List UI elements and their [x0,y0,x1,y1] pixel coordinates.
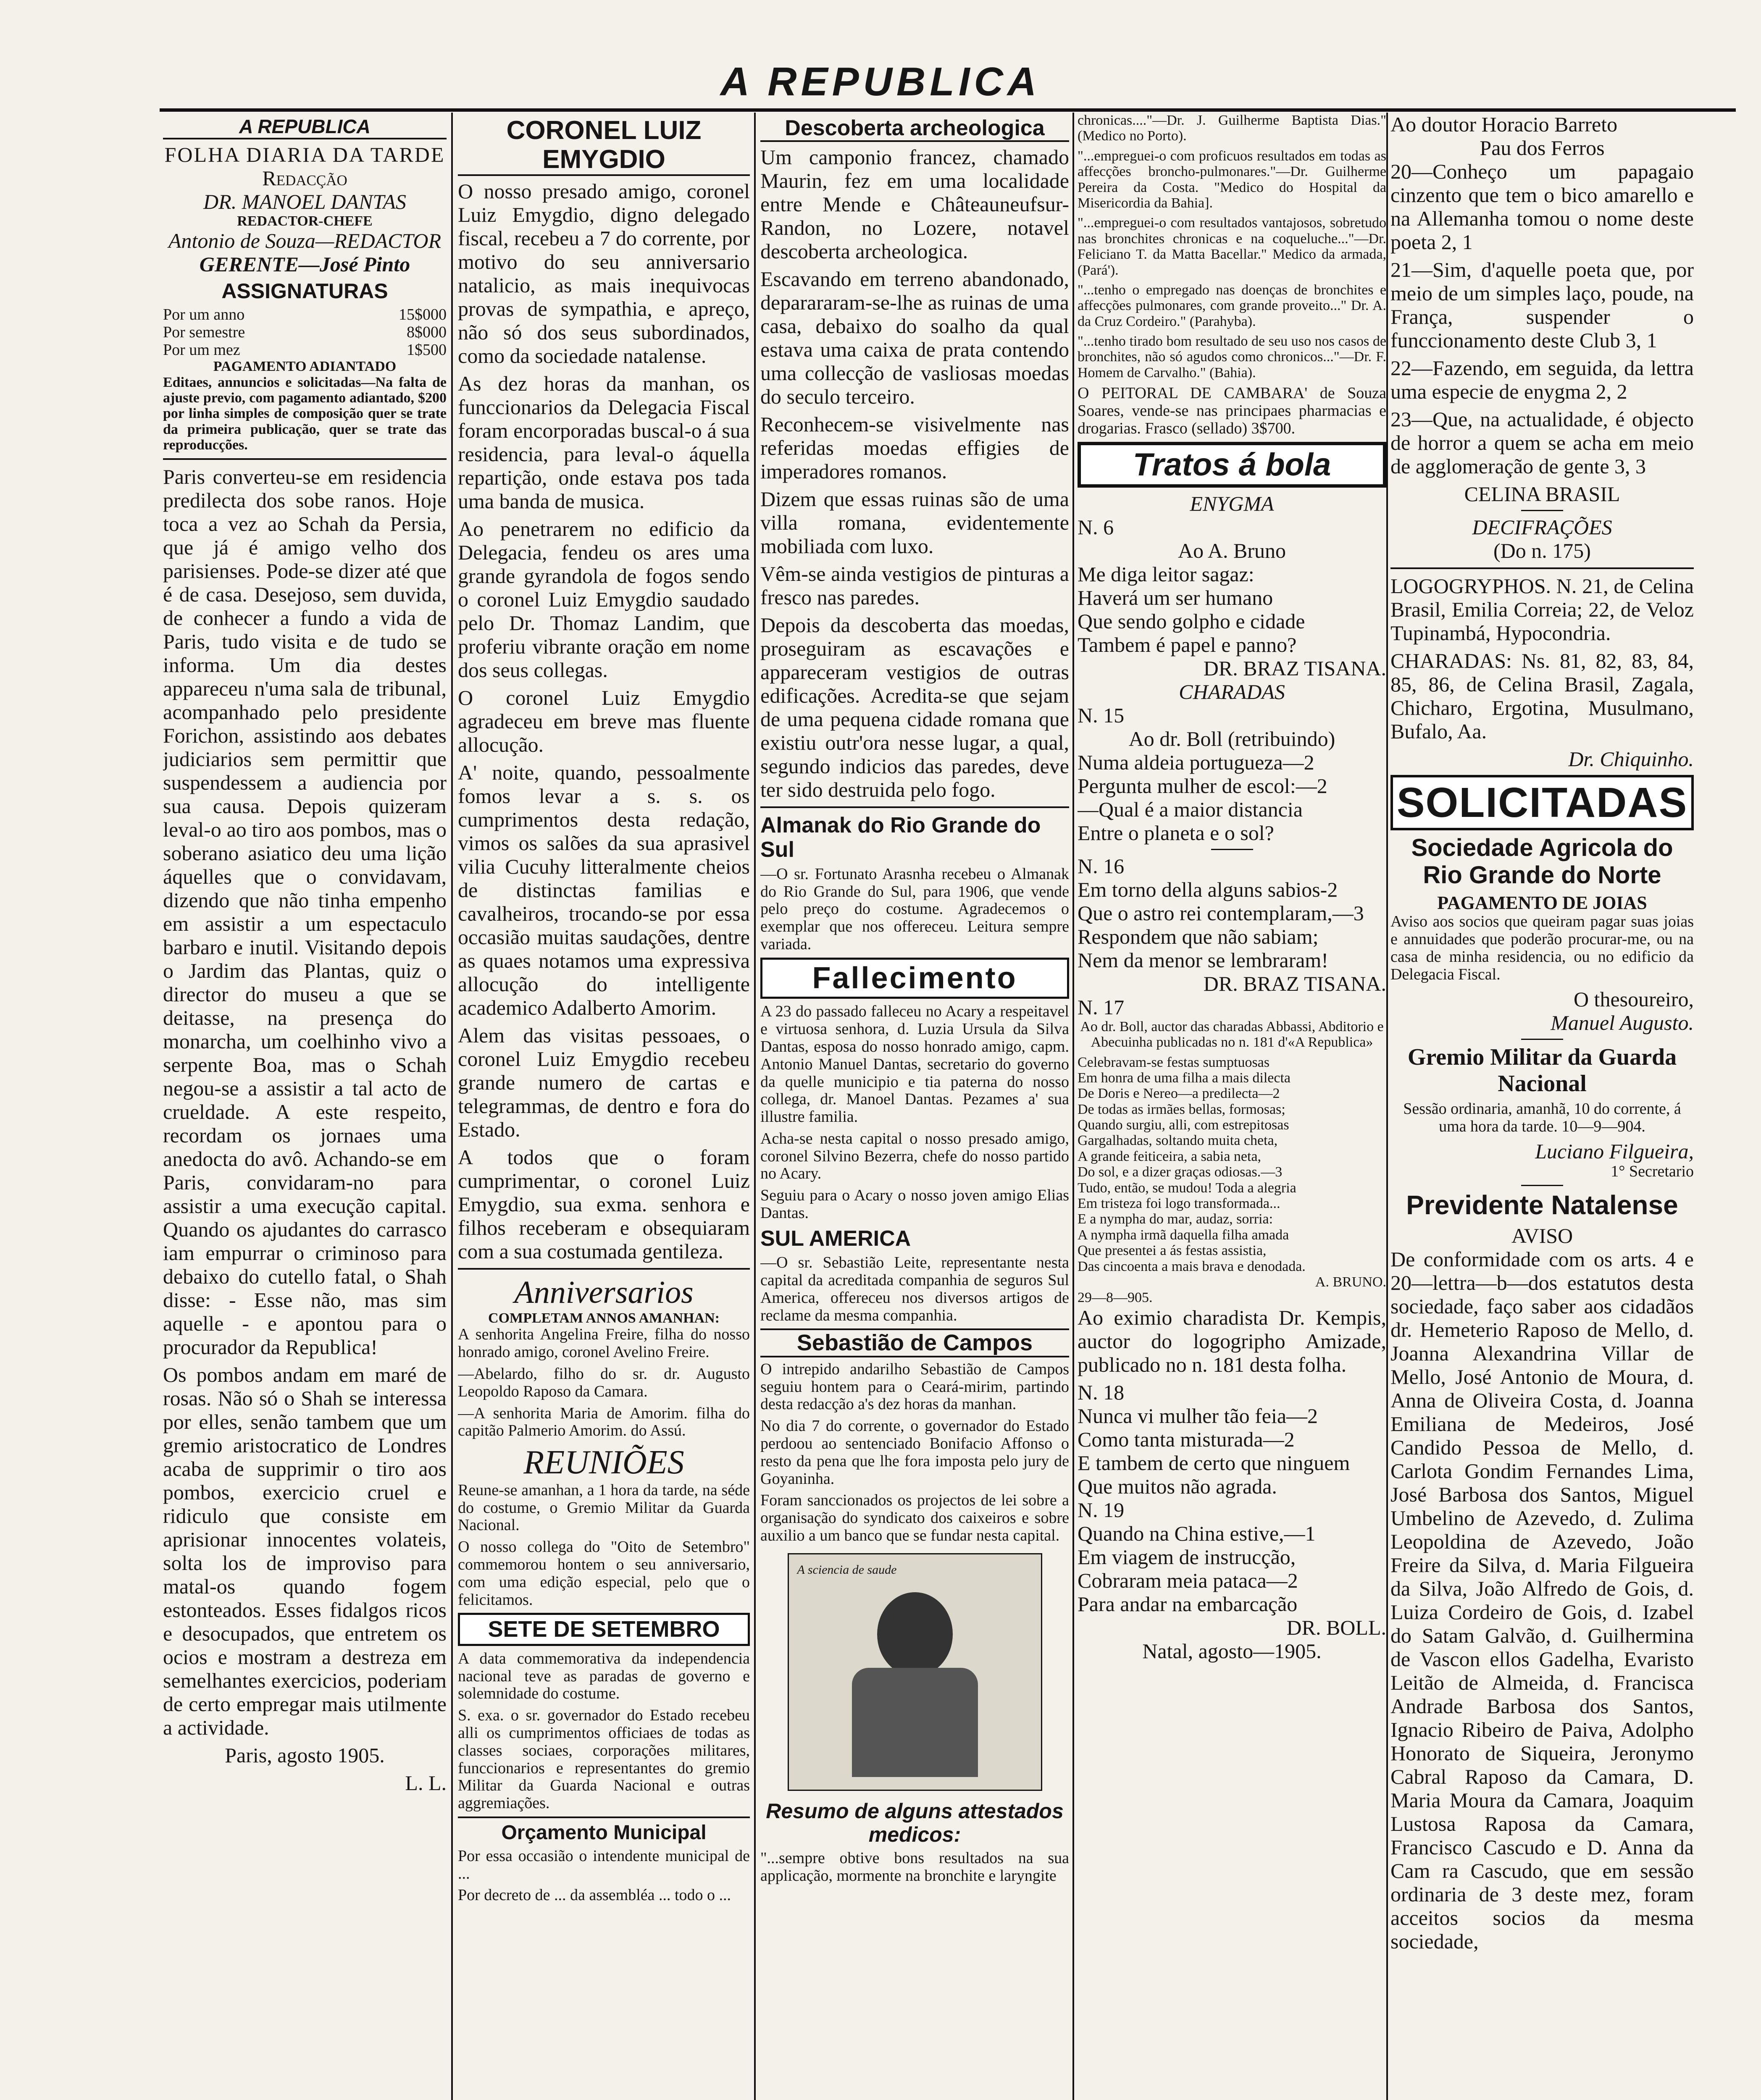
headline-descoberta: Descoberta archeologica [760,116,1069,142]
puzzle-signature: A. BRUNO. [1315,1274,1386,1290]
testimonial: "...tenho tirado bom resultado de seu uso nos casos de bronchites, não só agudos como chronicos..."—Dr. F. Homem de Carvalho." (Bahia). [1078,333,1386,381]
article-paragraph: Escavando em terreno abandonado, deparararam-se-lhe as ruinas de uma casa, debaixo do soalho da qual estava uma caixa de prata contendo uma collecção de vasliosas moedas do seculo terceiro. [760,267,1069,409]
article-paragraph: A' noite, quando, pessoalmente fomos levar a s. s. os cumprimentos desta redação, vimos os salões da sua aprasivel vilia Cucuhy litteralmente cheios de distinctas familias e cavalheiros, trocando-se por essa occasião muitas saudações, dentre as quaes notamos uma expressiva allocução do intelligente academico Adalberto Amorim. [458,760,750,1019]
puzzle-line: De todas as irmães bellas, formosas; [1078,1101,1285,1117]
puzzle-number: N. 15 [1078,703,1125,727]
price-value: 1$500 [407,341,447,359]
puzzle-number: N. 17 [1078,995,1125,1019]
headline-sociedade-agricola: Sociedade Agricola do Rio Grande do Norte [1411,834,1673,889]
puzzle-line: Em tristeza foi logo transformada... [1078,1196,1280,1212]
divider [458,1268,750,1270]
section-enygma: ENYGMA [1190,491,1274,515]
puzzle-number: N. 18 [1078,1380,1125,1404]
headline-resumo: Resumo de alguns attestados medicos: [766,1799,1064,1846]
article-paragraph: As dez horas da manhan, os funccionarios da Delegacia Fiscal foram encorporadas buscal-o á sua residencia, para leval-o áquella repartição, onde estava pos tada uma banda de musica. [458,371,750,513]
puzzle-item: 23—Que, na actualidade, é objecto de horror a quem se acha em meio de agglomeração de gente 3, 3 [1390,407,1694,478]
article-paragraph: Os pombos andam em maré de rosas. Não só o Shah se interessa por elles, senão tambem que um gremio aristocratico de Londres acaba de supprimir o tiro aos pombos, exercicio cruel e ridiculo que consiste em aprisionar innocentes volateis, solta los de improviso para matal-os quando fogem estonteados. Esses fidalgos ricos e desocupados, que entretem os ocios e mostram a destreza em semelhantes exercicios, poderiam de certo empregar mais utilmente a actividade. [163,1362,447,1739]
thesoureiro-name: Manuel Augusto. [1551,1011,1694,1035]
puzzle-line: A nympha irmã daquella filha amada [1078,1227,1289,1243]
headline-orcamento: Orçamento Municipal [458,1816,750,1844]
column-1 [163,113,447,2100]
article-paragraph: Reconhecem-se visivelmente nas referidas moedas effigies de imperadores romanos. [760,412,1069,483]
anniv-item: —A senhorita Maria de Amorim. filha do capitão Palmerio Amorim. do Assú. [458,1404,750,1440]
article-paragraph: Um camponio francez, chamado Maurin, fez em uma localidade entre Mende e Châteauneufsur-Randon, no Lozere, notavel descoberta archeologica. [760,145,1069,263]
orcamento-item: Por decreto de ... da assembléa ... todo o ... [458,1886,731,1904]
reunioes-item: Reune-se amanhan, a 1 hora da tarde, na séde do costume, o Gremio Militar da Guarda Nacional. [458,1481,750,1534]
puzzle-line: Em viagem de instrucção, [1078,1545,1296,1569]
anniv-subheading: COMPLETAM ANNOS AMANHAN: [488,1310,720,1326]
puzzle-line: Que o astro rei contemplaram,—3 [1078,901,1364,925]
anniv-item: A senhorita Angelina Freire, filha do nosso honrado amigo, coronel Avelino Freire. [458,1326,750,1361]
puzzle-line: Que presentei a ás festas assistia, [1078,1243,1267,1259]
headline-tratos-a-bola: Tratos á bola [1078,442,1386,488]
illustration-caption: A sciencia de saude [797,1562,897,1577]
article-paragraph: O nosso presado amigo, coronel Luiz Emygdio, digno delegado fiscal, recebeu a 7 do corrente, por motivo do seu anniversario natalicio, as mais inequivocas provas de sympathia, e apreço, não só dos seus subordinados, como da sociedade natalense. [458,179,750,368]
testimonial: "...empreguei-o com resultados vantajosos, sobretudo nas bronchites chronicas e na coqueluche..."—Dr. Feliciano T. da Matta Bacellar." Medico da armada, (Pará'). [1078,215,1386,278]
headline-previdente: Previdente Natalense [1406,1190,1678,1221]
headline-gremio-militar: Gremio Militar da Guarda Nacional [1407,1044,1677,1097]
orcamento-item: Por essa occasião o intendente municipal de ... [458,1847,750,1882]
testimonial: "...tenho o empregado nas doenças de bronchites e affecções pulmonares, com grande proveito..." Dr. A. da Cruz Cordeiro." (Parahyba). [1078,282,1386,329]
assignaturas-heading: ASSIGNATURAS [221,279,388,303]
puzzle-line: Numa aldeia portugueza—2 [1078,750,1314,774]
puzzle-line: Haverá um ser humano [1078,585,1273,609]
article-dateline: Paris, agosto 1905. [225,1743,385,1767]
headline-sete-setembro: SETE DE SETEMBRO [458,1613,750,1646]
headline-fallecimento: Fallecimento [760,958,1069,999]
fallecimento-item: Seguiu para o Acary o nosso joven amigo Elias Dantas. [760,1186,1069,1222]
sebastiao-item: O intrepido andarilho Sebastião de Campos seguiu hontem para o Ceará-mirim, partindo desta redacção a's dez horas da manhan. [760,1360,1069,1413]
pagamento-heading: PAGAMENTO DE JOIAS [1437,892,1647,913]
puzzle-line: Cobraram meia pataca—2 [1078,1568,1298,1592]
article-paragraph: O coronel Luiz Emygdio agradeceu em breve mas fluente allocução. [458,685,750,756]
divider [1521,510,1563,511]
illustration-figure-head [877,1592,953,1676]
illustration-figure-body [852,1668,978,1777]
puzzle-line: Pergunta mulher de escol:—2 [1078,774,1327,798]
headline-coronel: CORONEL LUIZ EMYGDIO [458,116,750,176]
article-paragraph: Dizem que essas ruinas são de uma villa romana, evidentemente mobiliada com luxo. [760,487,1069,558]
puzzle-line: Do sol, e a dizer graças odiosas.—3 [1078,1164,1283,1180]
headline-almanak: Almanak do Rio Grande do Sul [760,813,1041,862]
puzzle-number: N. 6 [1078,515,1114,539]
puzzle-signature: DR. BRAZ TISANA. [1203,971,1386,995]
column-4 [1078,113,1386,2100]
article-paragraph: Alem das visitas pessoaes, o coronel Luiz Emygdio recebeu grande numero de cartas e telegrammas, de dentro e fora do Estado. [458,1023,750,1141]
sete-item: S. exa. o sr. governador do Estado recebeu alli os cumprimentos officiaes de todas as classes sociaes, corporações militares, funccionarios e representantes do gremio Militar da Guarda Nacional e outras aggremiações. [458,1706,750,1812]
article-paragraph: A todos que o foram cumprimentar, o coronel Luiz Emygdio, sua exma. senhora e filhos receberam e obsequiaram com a sua costumada gentileza. [458,1145,750,1263]
header-box-title: A REPUBLICA [163,116,447,139]
article-paragraph: Paris converteu-se em residencia predilecta dos sobe ranos. Hoje toca a vez ao Schah da Persia, que já é amigo velho dos parisienses. Pode-se dizer até que é de casa. Desejoso, sem duvida, de conhecer a fundo a vida de Paris, tudo visita e de tudo se informa. Um dia destes appareceu n'uma sala de tribunal, acompanhado pelo presidente Forichon, assistindo aos debates judiciarios sem permittir que suspendessem a audiencia por sua causa. Depois quizeram leval-o ao tiro aos pombos, mas o soberano asiatico deu uma lição áquelles que o convidavam, dizendo que não tinha empenho em assistir a um espectaculo barbaro e inutil. Visitando depois o Jardim das Plantas, quiz o director do museu a que se deitasse, na presença do monarcha, um coelhinho vivo a serpente Boa, mas o Schah negou-se a assistir a tal acto de crueldade. A este respeito, recordam os jornaes uma anedocta do avô. Achando-se em Paris, convidaram-no para assistir a uma execução capital. Quando os ajudantes do carrasco iam empurrar o criminoso para debaixo do cutello fatal, o Shah disse: - Esse não, mas sim aquelle - e apontou para o procurador da Republica! [163,465,447,1359]
puzzle-place: Pau dos Ferros [1480,136,1605,160]
headline-sul-america: SUL AMERICA [760,1226,911,1251]
puzzle-item: 21—Sim, d'aquelle poeta que, por meio de um simples laço, poude, na França, suspender o funccionamento deste Club 3, 1 [1390,258,1694,352]
column-5 [1390,113,1694,2100]
gerente-line: GERENTE—José Pinto [199,252,410,276]
gremio-signature: Luciano Filgueira, [1535,1139,1694,1163]
gremio-text: Sessão ordinaria, amanhã, 10 do corrente, á uma hora da tarde. 10—9—904. [1403,1100,1681,1135]
column-divider [1386,113,1388,2100]
puzzle-line: Entre o planeta e o sol? [1078,821,1274,845]
divider [1521,1039,1563,1040]
price-row [163,324,447,341]
sebastiao-item: Foram sanccionados os projectos de lei sobre a organisação do syndicato dos caixeiros e sobre auxilio a um banco que se fundar nesta capital. [760,1491,1069,1544]
puzzle-line: —Qual é a maior distancia [1078,797,1303,821]
column-divider [1072,113,1074,2100]
puzzle-item: 20—Conheço um papagaio cinzento que tem o bico amarello e na Allemanha tomou o nome deste poeta 2, 1 [1390,160,1694,254]
resumo-text: "...sempre obtive bons resultados na sua applicação, mormente na bronchite e laryngite [760,1849,1069,1885]
peitoral-advert: O PEITORAL DE CAMBARA' de Souza Soares, vende-se nas principaes pharmacias e drogarias. Frasco (sellado) 3$700. [1078,384,1386,437]
charadista-notice: Ao eximio charadista Dr. Kempis, auctor do logogripho Amizade, publicado no n. 181 desta folha. [1078,1305,1386,1376]
testimonial: "...empreguei-o com proficuos resultados em todas as affecções broncho-pulmonares."—Dr. Guilherme Pereira da Costa. "Medico do Hospital da Misericordia da Bahia]. [1078,148,1386,211]
divider [760,806,1069,808]
section-charadas: CHARADAS [1179,680,1285,704]
decifracoes-subtitle: (Do n. 175) [1493,539,1591,562]
puzzle-signature: DR. BOLL. [1286,1615,1386,1639]
headline-reunioes: REUNIÕES [523,1444,684,1481]
divider [163,458,447,460]
puzzle-date: 29—8—905. [1078,1290,1153,1306]
puzzle-line: Em torno della alguns sabios-2 [1078,877,1338,901]
redactor-line: Antonio de Souza—REDACTOR [168,228,442,252]
masthead-rule [160,108,1736,112]
sete-item: A data commemorativa da independencia nacional teve as paradas de governo e solemnidade do costume. [458,1649,750,1703]
puzzle-dedication: Ao dr. Boll (retribuindo) [1128,727,1335,751]
price-row [163,341,447,359]
article-paragraph: Ao penetrarem no edificio da Delegacia, fendeu os ares uma grande gyrandola de fogos sendo o coronel Luiz Emygdio saudado pelo Dr. Thomaz Landim, que proferiu vibrante oração em nome dos seus collegas. [458,517,750,682]
puzzle-signature: DR. BRAZ TISANA. [1203,656,1386,680]
puzzle-line: Das cincoenta a mais brava e denodada. [1078,1258,1306,1274]
puzzle-line: Nem da menor se lembraram! [1078,948,1328,972]
editais-notice: Editaes, annuncios e solicitadas—Na falta de ajuste previo, com pagamento adiantado, $200 por linha simples de composição quer se trate da primeira publicação, quer se trate das reproducções. [163,374,447,453]
puzzle-line: Que muitos não agrada. [1078,1474,1277,1498]
price-row [163,306,447,324]
puzzle-number: N. 16 [1078,854,1125,878]
sul-america-text: —O sr. Sebastião Leite, representante nesta capital da acreditada companhia de seguros Sul America, offereceu nos diversos artigos de reclame da mesma companhia. [760,1254,1069,1324]
section-decifracoes: DECIFRAÇÕES [1472,515,1612,539]
puzzle-line: Nunca vi mulher tão feia—2 [1078,1404,1318,1428]
puzzle-item: 22—Fazendo, em seguida, da lettra uma especie de enygma 2, 2 [1390,356,1694,403]
column-divider [451,113,453,2100]
testimonial: chronicas...."—Dr. J. Guilherme Baptista Dias." (Medico no Porto). [1078,113,1386,144]
thesoureiro-label: O thesoureiro, [1573,987,1694,1011]
headline-sebastiao: Sebastião de Campos [760,1328,1069,1357]
paper-tagline: FOLHA DIARIA DA TARDE [164,142,445,166]
reunioes-item: O nosso collega do "Oito de Setembro" commemorou hontem o seu anniversario, com uma edição especial, pelo que o felicitamos. [458,1538,750,1609]
puzzle-signature: CELINA BRASIL [1464,482,1620,506]
anniv-item: —Abelardo, filho do sr. dr. Augusto Leopoldo Raposo da Camara. [458,1365,750,1400]
puzzle-line: Em honra de uma filha a mais dilecta [1078,1070,1291,1086]
puzzle-line: De Doris e Nereo—a predilecta—2 [1078,1086,1280,1102]
column-divider [754,113,756,2100]
redaccao-label: Redacção [262,166,347,190]
almanak-text: —O sr. Fortunato Arasnha recebeu o Almanak do Rio Grande do Sul, para 1906, que vende pelo preço do costume. Agradecemos o exemplar que nos offereceu. Leitura sempre variada. [760,865,1069,953]
article-signature: L. L. [405,1771,447,1795]
puzzle-line: Que sendo golpho e cidade [1078,609,1305,633]
headline-anniversarios: Anniversarios [514,1274,694,1310]
aviso-heading: AVISO [1511,1223,1573,1247]
fallecimento-item: A 23 do passado falleceu no Acary a respeitavel e virtuosa senhora, d. Luzia Ursula da Silva Dantas, esposa do nosso honrado amigo, capm. Antonio Manuel Dantas, secretario do governo da quelle municipio e tia paterna do nosso collega, dr. Manoel Dantas. Pezames a' sua illustre familia. [760,1003,1069,1126]
puzzle-dedication: Ao dr. Boll, auctor das charadas Abbassi, Abditorio e Abecuinha publicadas no n. 181 d'«A Republica» [1080,1018,1384,1050]
editor-name: DR. MANOEL DANTAS [203,189,406,213]
masthead: A REPUBLICA [720,59,1041,104]
column-2 [458,113,750,2100]
headline-solicitadas: SOLICITADAS [1390,775,1694,830]
aviso-text: De conformidade com os arts. 4 e 20—lettra—b—dos estatutos desta sociedade, faço saber aos cidadãos dr. Hemeterio Raposo de Mello, d. Joanna Alexandrina Villar de Mello, José Antonio de Moura, d. Anna de Oliveira Costa, d. Joanna Emiliana de Medeiros, José Candido Pessoa de Mello, d. Carlota Gondim Fernandes Lima, José Barbosa dos Santos, Miguel Umbelino de Azevedo, d. Zulima Leopoldina de Azevedo, João Freire da Silva, d. Maria Filgueira da Silva, João Alfredo de Gois, d. Luiza Cordeiro de Gois, d. Izabel do Satam Galvão, d. Guilhermina de Vascon ellos Gadelha, Evaristo Leitão de Almeida, d. Francisca Andrade Barbosa dos Santos, Ignacio Ribeiro de Paiva, Adolpho Honorato de Siqueira, Jeronymo Cabral Raposo da Camara, D. Maria Moura da Camara, Joaquim Lustosa Raposa da Camara, Francisco Cascudo e D. Anna da Cam ra Cascudo, que em sessão ordinaria de 3 deste mez, foram acceitos socios da mesma sociedade, [1390,1247,1694,1953]
price-value: 15$000 [399,305,447,323]
column-3 [760,113,1069,2100]
divider [1521,1185,1563,1186]
puzzle-line: Me diga leitor sagaz: [1078,562,1254,586]
pagamento-text: Aviso aos socios que queiram pagar suas joias e annuidades que poderão procurar-me, ou na casa de minha residencia, ou no edificio da Delegacia Fiscal. [1390,913,1694,983]
puzzle-line: A grande feiticeira, a sabia neta, [1078,1148,1262,1164]
gremio-role: 1° Secretario [1611,1163,1694,1181]
puzzle-number: N. 19 [1078,1498,1125,1522]
divider [1211,849,1253,850]
advertisement-illustration [788,1553,1042,1791]
puzzle-line: Gargalhadas, soltando muita cheta, [1078,1133,1278,1149]
pagamento-adiantado: PAGAMENTO ADIANTADO [213,359,397,375]
price-value: 8$000 [407,323,447,341]
divider [1390,567,1694,569]
puzzle-line: Para andar na embarcação [1078,1592,1298,1616]
puzzle-dedication: Ao doutor Horacio Barreto [1390,113,1618,136]
decifracoes-signature: Dr. Chiquinho. [1568,747,1694,771]
decifracoes-logogryphos: LOGOGRYPHOS. N. 21, de Celina Brasil, Emilia Correia; 22, de Veloz Tupinambá, Hypocondria. [1390,574,1694,645]
puzzle-line: Como tanta misturada—2 [1078,1427,1295,1451]
price-label: Por um mez [163,341,240,359]
puzzle-line: Quando na China estive,—1 [1078,1521,1316,1545]
puzzle-date: Natal, agosto—1905. [1142,1639,1322,1663]
puzzle-line: Celebravam-se festas sumptuosas [1078,1054,1269,1070]
fallecimento-item: Acha-se nesta capital o nosso presado amigo, coronel Silvino Bezerra, chefe do nosso partido no Acary. [760,1129,1069,1183]
puzzle-line: Respondem que não sabiam; [1078,924,1319,948]
decifracoes-charadas: CHARADAS: Ns. 81, 82, 83, 84, 85, 86, de Celina Brasil, Zagala, Chicharo, Ergotina, Musulmano, Bufalo, Aa. [1390,649,1694,743]
sebastiao-item: No dia 7 do corrente, o governador do Estado perdoou ao sentenciado Bonifacio Affonso o resto da pena que lhe fora imposta pelo jury de Goyaninha. [760,1417,1069,1488]
article-paragraph: Vêm-se ainda vestigios de pinturas a fresco nas paredes. [760,562,1069,609]
puzzle-line: Tambem é papel e panno? [1078,633,1297,656]
puzzle-line: E a nympha do mar, audaz, sorria: [1078,1211,1273,1227]
puzzle-line: E tambem de certo que ninguem [1078,1451,1350,1475]
puzzle-line: Quando surgiu, alli, com estrepitosas [1078,1117,1289,1133]
price-label: Por um anno [163,305,245,323]
article-paragraph: Depois da descoberta das moedas, proseguiram as escavações e appareceram vestigios de outras edificações. Acredita-se que sejam de uma pequena cidade romana que existiu outr'ora nesse lugar, a qual, segundo indicios das paredes, deve ter sido destruida pelo fogo. [760,613,1069,802]
editor-role: REDACTOR-CHEFE [237,213,373,229]
puzzle-line: Tudo, então, se mudou! Toda a alegria [1078,1180,1296,1196]
puzzle-dedication: Ao A. Bruno [1178,538,1286,562]
price-label: Por semestre [163,323,245,341]
